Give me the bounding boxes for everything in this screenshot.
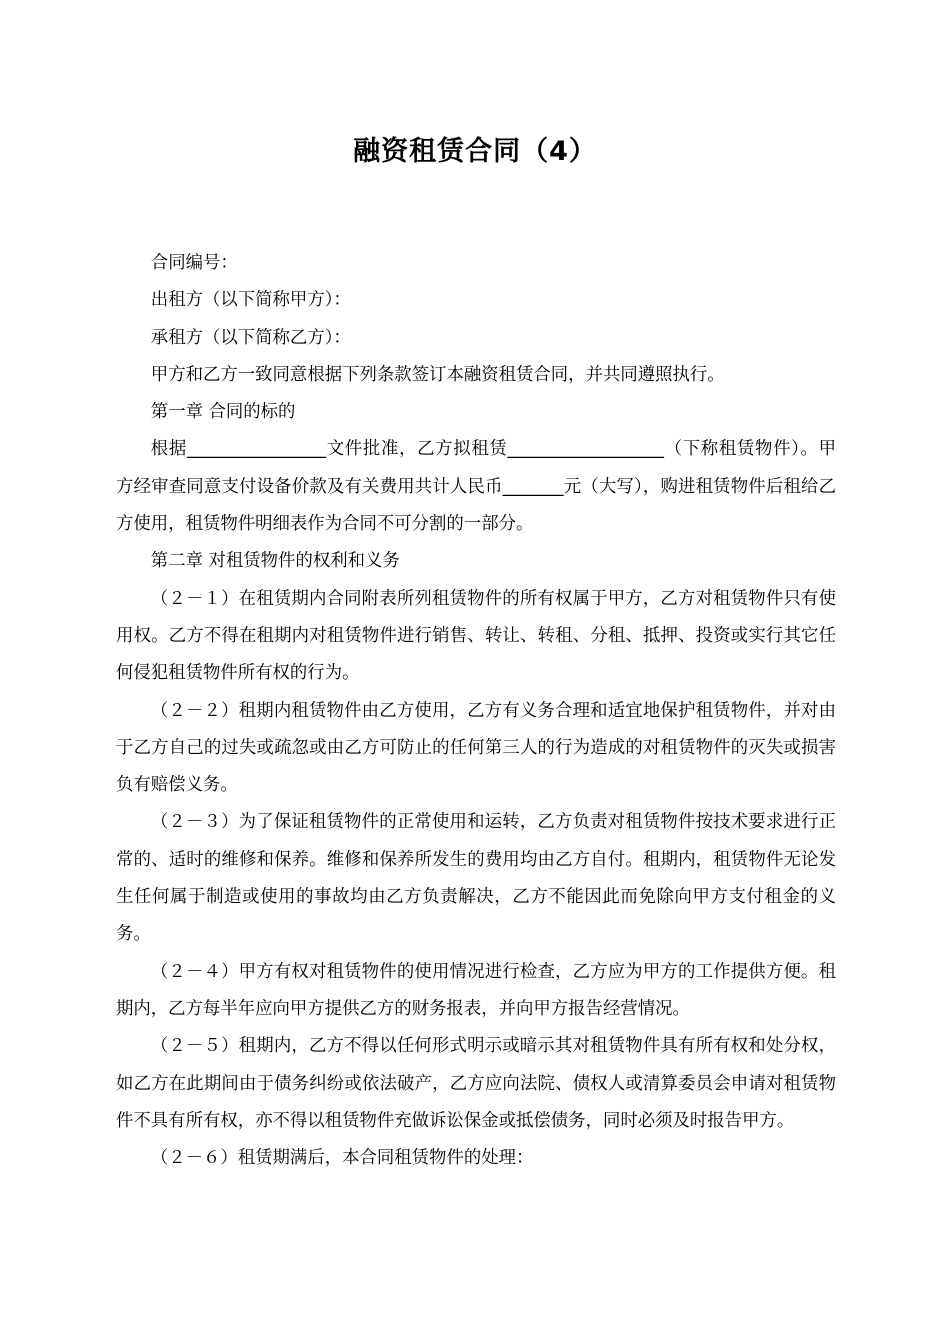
clause-2-5: （２－５）租期内，乙方不得以任何形式明示或暗示其对租赁物件具有所有权和处分权，如乙方在此期间由于债务纠纷或依法破产，乙方应向法院、债权人或清算委员会申请对租赁物件不具有所有权，亦不得以租赁物件充做诉讼保金或抵偿债务，同时必须及时报告甲方。 [116,1036,836,1131]
document-title: 融资租赁合同（4） [353,136,597,167]
lessee-line: 承租方（以下简称乙方）： [150,327,351,348]
clause-2-6: （２－６）租赁期满后，本合同租赁物件的处理： [150,1148,534,1169]
chapter-1-heading: 第一章 合同的标的 [150,402,296,423]
clause-2-1: （２－１）在租赁期内合同附表所列租赁物件的所有权属于甲方，乙方对租赁物件只有使用权。乙方不得在租期内对租赁物件进行销售、转让、转租、分租、抵押、投资或实行其它任何侵犯租赁物件所有权的行为。 [116,588,836,684]
chapter-2-heading: 第二章 对租赁物件的权利和义务 [150,551,400,572]
clause-2-4: （２－４）甲方有权对租赁物件的使用情况进行检查，乙方应为甲方的工作提供方便。租期内，乙方每半年应向甲方提供乙方的财务报表，并向甲方报告经营情况。 [116,961,836,1019]
clause-2-2: （２－２）租期内租赁物件由乙方使用，乙方有义务合理和适宜地保护租赁物件，并对由于乙方自己的过失或疏忽或由乙方可防止的任何第三人的行为造成的对租赁物件的灭失或损害负有赔偿义务。 [116,700,836,796]
clause-2-3: （２－３）为了保证租赁物件的正常使用和运转，乙方负责对租赁物件按技术要求进行正常的、适时的维修和保养。维修和保养所发生的费用均由乙方自付。租期内，租赁物件无论发生任何属于制造或使用的事故均由乙方负责解决，乙方不能因此而免除向甲方支付租金的义务。 [116,812,836,945]
lessor-line: 出租方（以下简称甲方）： [150,290,351,311]
contract-number-line: 合同编号： [150,253,238,273]
document-body [116,245,836,1177]
chapter-1-paragraph: 根据________________文件批准，乙方拟租赁__________________（下称租赁物件）。甲方经审查同意支付设备价款及有关费用共计人民币_______元（大写），购进租赁物件后租给乙方使用，租赁物件明细表作为合同不可分割的一部分。 [116,439,836,535]
agreement-paragraph: 甲方和乙方一致同意根据下列条款签订本融资租赁合同，并共同遵照执行。 [150,364,725,385]
